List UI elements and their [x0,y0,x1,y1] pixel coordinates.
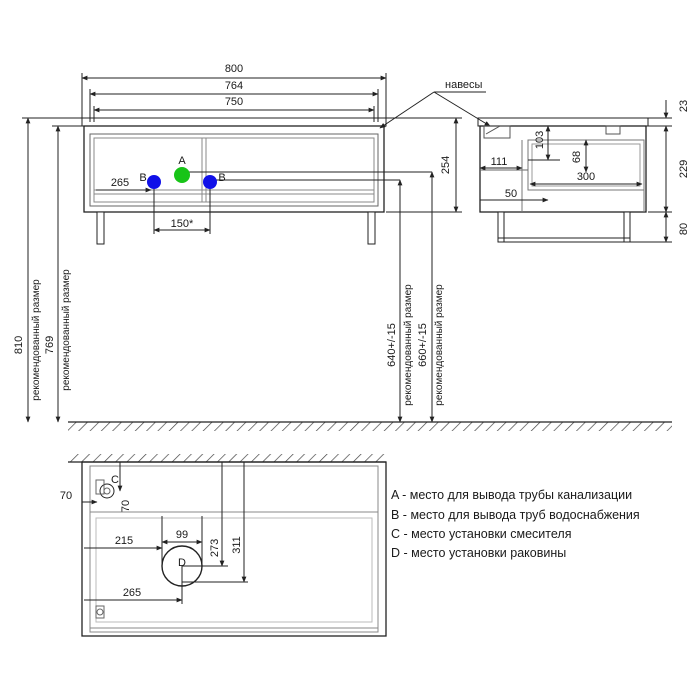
dim-764-label: 764 [224,80,244,92]
dim-810-label: 810 [13,335,25,355]
hinge-label: навесы [445,79,483,91]
dim-23-label: 23 [678,99,690,113]
pipe-b-right-marker [203,175,217,189]
dim-769-recommended: рекомендованный размер [61,269,72,391]
marker-b-right-label: B [218,172,226,184]
legend-item-d: D - место установки раковины [391,546,567,560]
marker-b-left-label: B [139,172,147,184]
pipe-b-left-marker [147,175,161,189]
front-view [82,73,490,244]
floor-line [68,422,672,431]
marker-c-label: C [111,474,119,486]
dim-300-label: 300 [576,171,596,183]
dim-660-recommended: рекомендованный размер [434,284,445,406]
dim-311-label: 311 [231,536,243,554]
dim-640-recommended: рекомендованный размер [403,284,414,406]
dim-810-recommended: рекомендованный размер [31,279,42,401]
front-leg-right [368,212,375,244]
dim-99-label: 99 [175,529,189,541]
dim-150-label: 150* [170,218,194,230]
legend-item-a: A - место для вывода трубы канализации [391,488,633,502]
side-view [478,100,672,242]
front-cabinet-body [84,126,384,212]
dim-769-label: 769 [44,335,56,355]
dim-750-label: 750 [224,96,244,108]
dim-254-label: 254 [440,155,452,175]
marker-a-label: A [178,155,186,167]
front-drawer-frame [90,134,378,206]
dim-640-label: 640+/-15 [386,323,398,367]
dim-68-label: 68 [571,150,583,164]
pipe-a-marker [174,167,190,183]
front-leg-left [97,212,104,244]
dim-70-h-label: 70 [59,490,73,502]
dim-800-label: 800 [224,63,244,75]
marker-d-label: D [178,557,186,569]
dim-111-label: 111 [490,156,508,168]
dim-265-plan-label: 265 [122,587,142,599]
dim-273-label: 273 [209,538,221,558]
legend-item-b: B - место для вывода труб водоснабжения [391,508,640,522]
front-countertop [82,118,386,126]
dim-229-label: 229 [678,159,690,179]
dim-265-front-label: 265 [110,177,130,189]
legend [391,488,640,560]
dim-70-v-label: 70 [120,499,132,513]
legend-item-c: C - место установки смесителя [391,527,572,541]
dim-50-label: 50 [504,188,518,200]
side-countertop [478,118,648,126]
dim-103-label: 103 [534,130,546,150]
dim-215-label: 215 [114,535,134,547]
mixer-hole-c [100,484,114,498]
dim-80-label: 80 [678,222,690,236]
dim-660-label: 660+/-15 [417,323,429,367]
